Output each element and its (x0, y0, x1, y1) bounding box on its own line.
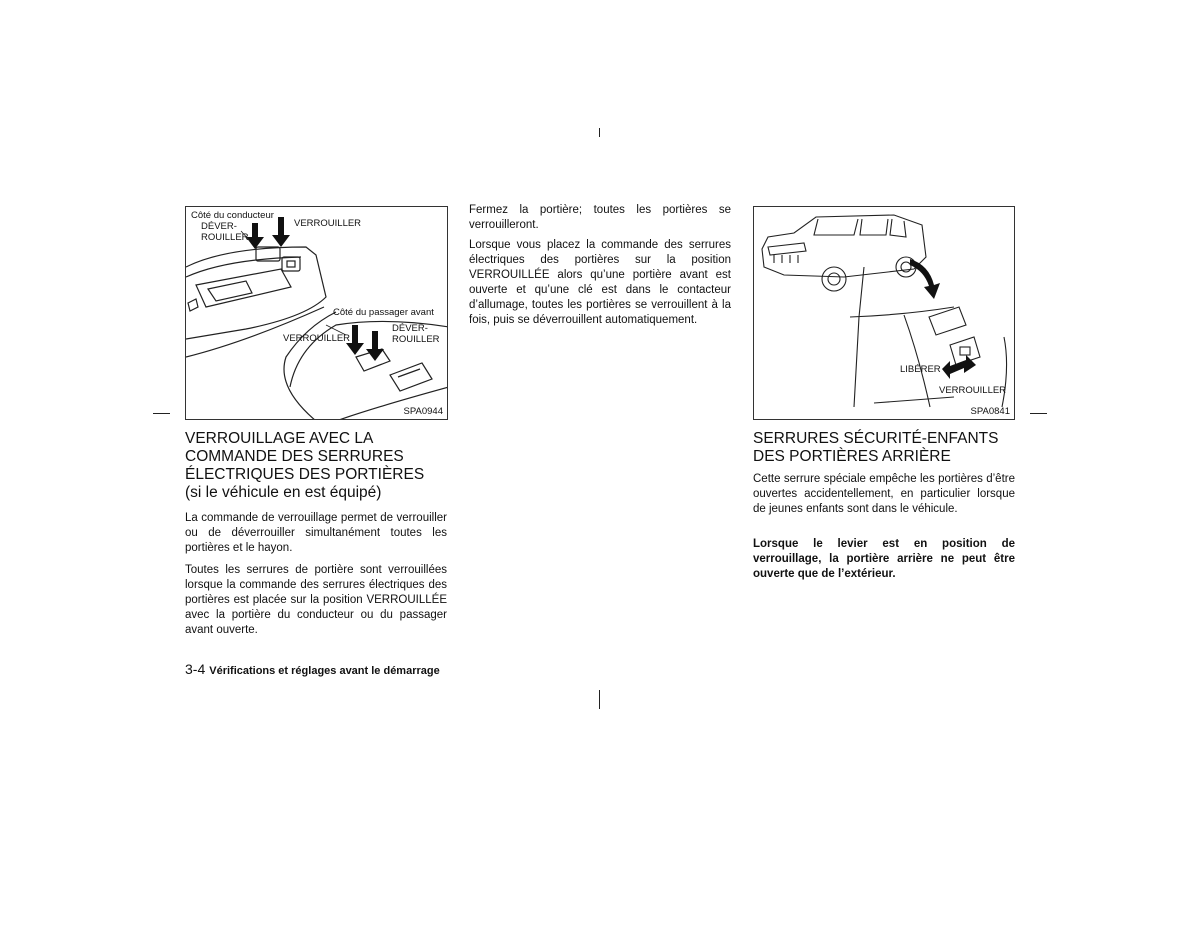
figure-child-safety-lock (753, 206, 1015, 420)
label-lock: VERROUILLER (939, 385, 1007, 396)
crop-mark-top (599, 128, 600, 137)
label-passenger-side: Côté du passager avant (333, 307, 434, 318)
figure-code: SPA0841 (970, 406, 1010, 417)
crop-mark-bottom (599, 690, 600, 709)
page-footer (185, 661, 440, 679)
label-lock-passenger: VERROUILLER (283, 333, 351, 344)
label-unlock-passenger: DÉVER- (392, 323, 428, 334)
heading-line: DES PORTIÈRES ARRIÈRE (753, 448, 951, 465)
label-driver-side: Côté du conducteur (191, 210, 274, 221)
label-lock: VERROUILLER (294, 218, 362, 229)
label-release: LIBÉRER (900, 364, 941, 375)
paragraph: Fermez la portière; toutes les portières se verrouilleront. (469, 204, 731, 231)
section-heading-child-locks (753, 430, 1023, 466)
heading-line: SERRURES SÉCURITÉ-ENFANTS (753, 430, 999, 447)
page-number: 3-4 (185, 661, 206, 677)
warning-paragraph: Lorsque le levier est en position de verrouillage, la portière arrière ne peut être ouverte que de l’extérieur. (753, 538, 1015, 580)
heading-line: (si le véhicule en est équipé) (185, 484, 382, 501)
heading-line: VERROUILLAGE AVEC LA (185, 430, 374, 447)
paragraph: Toutes les serrures de portière sont verrouillées lorsque la commande des serrures électriques des portières est placée sur la position VERROUILLÉE avec la portière du conducteur ou du passager avant ouverte. (185, 564, 447, 636)
label-unlock: DÉVER- (201, 221, 237, 232)
figure-code: SPA0944 (403, 406, 443, 417)
section-title: Vérifications et réglages avant le démarrage (209, 665, 440, 677)
figure-power-door-lock-switch (185, 206, 448, 420)
paragraph: Cette serrure spéciale empêche les portières d’être ouvertes accidentellement, en particulier lorsque de jeunes enfants sont dans le véhicule. (753, 473, 1015, 515)
paragraph: Lorsque vous placez la commande des serrures électriques des portières sur la position VERROUILLÉE alors qu’une portière avant est ouverte et qu’une clé est dans le contacteur d’allumage, toutes les portières se verrouillent à la fois, puis se déverrouillent automatiquement. (469, 239, 731, 326)
heading-line: COMMANDE DES SERRURES (185, 448, 404, 465)
label-unlock-passenger-cont: ROUILLER (392, 334, 440, 345)
crop-mark-right (1030, 413, 1047, 414)
label-unlock-cont: ROUILLER (201, 232, 249, 243)
section-heading-power-locks (185, 430, 455, 502)
crop-mark-left (153, 413, 170, 414)
heading-line: ÉLECTRIQUES DES PORTIÈRES (185, 466, 425, 483)
paragraph: La commande de verrouillage permet de verrouiller ou de déverrouiller simultanément toutes les portières et le hayon. (185, 512, 447, 554)
